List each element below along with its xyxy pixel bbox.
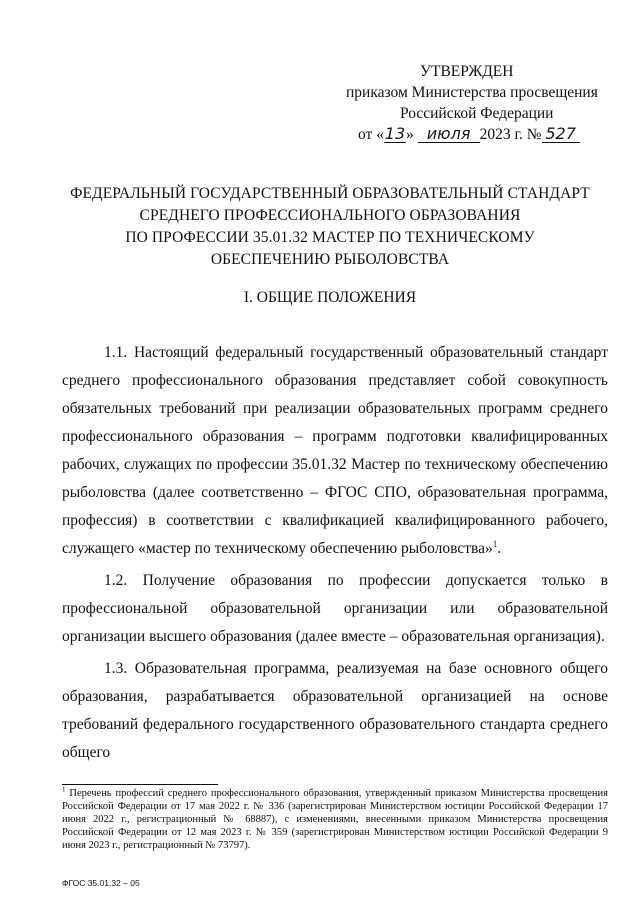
handwritten-order-number: 527	[542, 125, 580, 143]
order-date-line	[330, 124, 610, 145]
approval-stamp-block	[330, 61, 610, 145]
approved-label: УТВЕРЖДЕН	[420, 63, 514, 80]
title-line-1: ФЕДЕРАЛЬНЫЙ ГОСУДАРСТВЕННЫЙ ОБРАЗОВАТЕЛЬНЫЙ СТАНДАРТ	[70, 185, 590, 202]
section-heading: I. ОБЩИЕ ПОЛОЖЕНИЯ	[243, 289, 417, 306]
title-line-2: СРЕДНЕГО ПРОФЕССИОНАЛЬНОГО ОБРАЗОВАНИЯ	[139, 207, 521, 224]
handwritten-day: 13	[384, 124, 406, 143]
title-line-3: ПО ПРОФЕССИИ 35.01.32 МАСТЕР ПО ТЕХНИЧЕСКОМУ	[125, 229, 535, 246]
body-text	[62, 339, 608, 771]
document-title	[40, 183, 620, 271]
footer-code: ФГОС 35.01.32 – 05	[62, 878, 140, 888]
footnote-ref: 1	[492, 538, 498, 549]
footnote-divider	[62, 784, 218, 785]
paragraph-1-1-text: 1.1. Настоящий федеральный государственный образовательный стандарт среднего профессионального образования представляет собой совокупность обязательных требований при реализации образовательных программ среднего профессионального образования – программ подготовки квалифицированных рабочих, служащих по профессии 35.01.32 Мастер по техническому обеспечению рыболовства (далее соответственно – ФГОС СПО, образовательная программа, профессия) в соответствии с квалификацией квалифицированного рабочего, служащего «мастер по техническому обеспечению рыболовства»	[62, 344, 608, 557]
year-label: 2023 г. №	[479, 126, 542, 143]
paragraph-1-1-end: .	[497, 540, 502, 557]
footnote	[62, 787, 608, 852]
title-line-4: ОБЕСПЕЧЕНИЮ РЫБОЛОВСТВА	[210, 251, 450, 268]
date-mid: »	[405, 126, 414, 143]
paragraph-1-2: 1.2. Получение образования по профессии допускается только в профессиональной образовательной организации или образовательной организации высшего образования (далее вместе – образовательная организация).	[62, 572, 608, 645]
paragraph-1-1	[62, 339, 608, 563]
paragraph-1-3: 1.3. Образовательная программа, реализуемая на базе основного общего образования, разрабатывается образовательной организацией на основе требований федерального государственного образовательного стандарта среднего общего	[62, 660, 608, 761]
order-line: приказом Министерства просвещения	[346, 84, 598, 101]
handwritten-month: июля	[418, 125, 480, 143]
footnote-text: Перечень профессий среднего профессионального образования, утвержденный приказом Министерства просвещения Российской Федерации от 17 мая 2022 г. № 336 (зарегистрирован Министерством юстиции Российской Федерации 17 июня 2022 г., регистрационный № 68887), с изменениями, внесенными приказом Министерства просвещения Российской Федерации от 12 мая 2023 г. № 359 (зарегистрирован Министерством юстиции Российской Федерации 9 июня 2023 г., регистрационный № 73797).	[62, 788, 608, 851]
date-prefix: от «	[358, 126, 384, 143]
federation-line: Российской Федерации	[400, 105, 554, 122]
footnote-mark: 1	[62, 785, 66, 794]
